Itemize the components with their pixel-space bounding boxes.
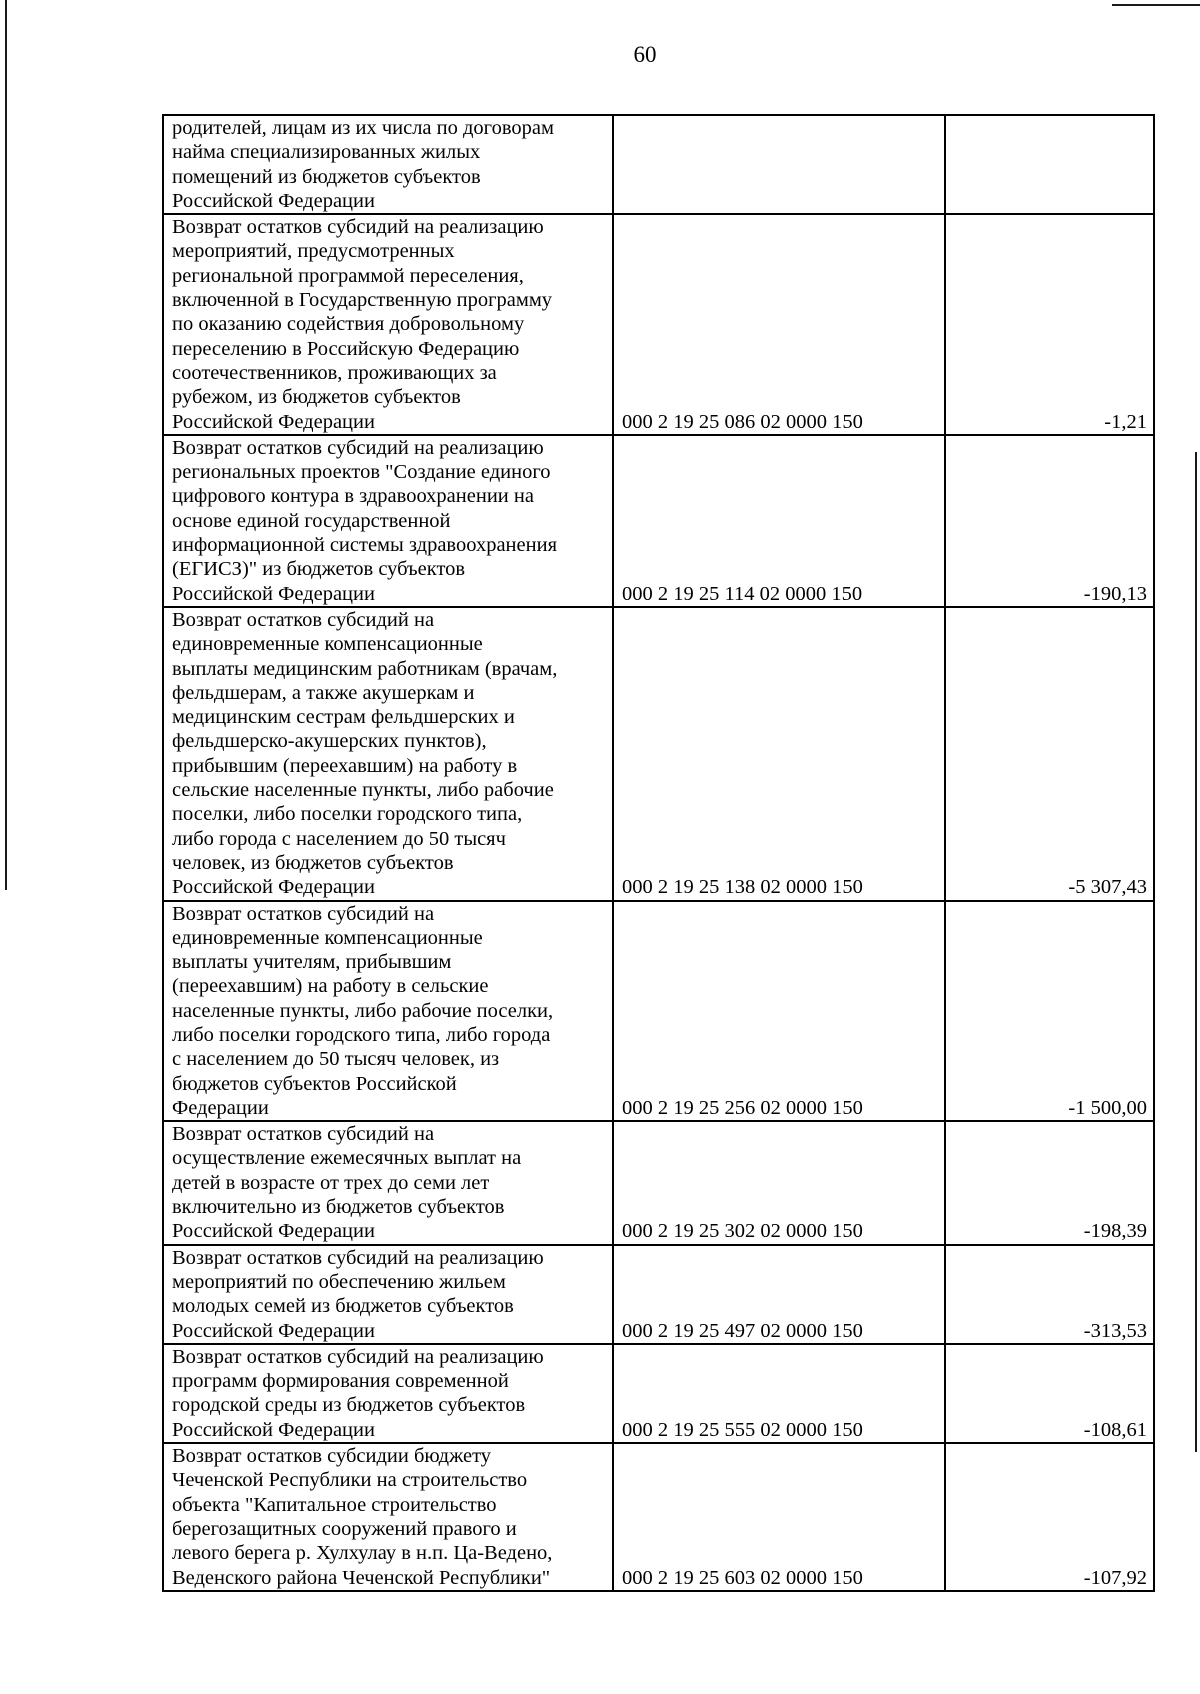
row-value: -5 307,43 xyxy=(945,607,1154,901)
scan-edge-right xyxy=(1195,452,1197,1452)
table-row xyxy=(163,1344,1154,1443)
table-row xyxy=(163,607,1154,901)
scan-edge-top xyxy=(1112,4,1200,6)
row-value: -108,61 xyxy=(945,1344,1154,1443)
row-description: Возврат остатков субсидий на единовременные компенсационные выплаты учителям, прибывшим (переехавшим) на работу в сельские населенные пункты, либо рабочие поселки, либо поселки городского типа, либо города с населением до 50 тысяч человек, из бюджетов субъектов Российской Федерации xyxy=(163,901,613,1122)
row-description: Возврат остатков субсидий на реализацию региональных проектов "Создание единого цифрового контура в здравоохранении на основе единой государственной информационной системы здравоохранения (ЕГИСЗ)" из бюджетов субъектов Российской Федерации xyxy=(163,435,613,607)
table-row xyxy=(163,901,1154,1122)
table-row xyxy=(163,214,1154,435)
row-value: -1 500,00 xyxy=(945,901,1154,1122)
row-code: 000 2 19 25 138 02 0000 150 xyxy=(613,607,945,901)
row-code: 000 2 19 25 086 02 0000 150 xyxy=(613,214,945,435)
budget-table xyxy=(162,114,1155,1592)
row-description: Возврат остатков субсидий на реализацию мероприятий по обеспечению жильем молодых семей из бюджетов субъектов Российской Федерации xyxy=(163,1245,613,1344)
row-value: -107,92 xyxy=(945,1443,1154,1591)
row-value: -1,21 xyxy=(945,214,1154,435)
table-row xyxy=(163,1121,1154,1244)
row-code: 000 2 19 25 256 02 0000 150 xyxy=(613,901,945,1122)
row-code: 000 2 19 25 114 02 0000 150 xyxy=(613,435,945,607)
row-description: Возврат остатков субсидий на реализацию программ формирования современной городской среды из бюджетов субъектов Российской Федерации xyxy=(163,1344,613,1443)
row-description: Возврат остатков субсидий на единовременные компенсационные выплаты медицинским работникам (врачам, фельдшерам, а также акушеркам и медицинским сестрам фельдшерских и фельдшерско-акушерских пунктов), прибывшим (переехавшим) на работу в сельские населенные пункты, либо рабочие поселки, либо поселки городского типа, либо города с населением до 50 тысяч человек, из бюджетов субъектов Российской Федерации xyxy=(163,607,613,901)
row-value: -190,13 xyxy=(945,435,1154,607)
table-row xyxy=(163,1245,1154,1344)
row-value: -313,53 xyxy=(945,1245,1154,1344)
row-code xyxy=(613,115,945,214)
row-code: 000 2 19 25 497 02 0000 150 xyxy=(613,1245,945,1344)
row-description: Возврат остатков субсидий на реализацию мероприятий, предусмотренных региональной программой переселения, включенной в Государственную программу по оказанию содействия добровольному переселению в Российскую Федерацию соотечественников, проживающих за рубежом, из бюджетов субъектов Российской Федерации xyxy=(163,214,613,435)
row-description: Возврат остатков субсидии бюджету Чеченской Республики на строительство объекта "Капитальное строительство берегозащитных сооружений правого и левого берега р. Хулхулау в н.п. Ца-Ведено, Веденского района Чеченской Республики" xyxy=(163,1443,613,1591)
row-code: 000 2 19 25 555 02 0000 150 xyxy=(613,1344,945,1443)
scan-edge-left xyxy=(5,0,7,890)
page-number: 60 xyxy=(633,42,657,67)
table-row xyxy=(163,435,1154,607)
row-value: -198,39 xyxy=(945,1121,1154,1244)
row-value xyxy=(945,115,1154,214)
row-description: Возврат остатков субсидий на осуществление ежемесячных выплат на детей в возрасте от трех до семи лет включительно из бюджетов субъектов Российской Федерации xyxy=(163,1121,613,1244)
row-description: родителей, лицам из их числа по договорам найма специализированных жилых помещений из бюджетов субъектов Российской Федерации xyxy=(163,115,613,214)
budget-table-body xyxy=(163,115,1154,1591)
table-row xyxy=(163,1443,1154,1591)
row-code: 000 2 19 25 603 02 0000 150 xyxy=(613,1443,945,1591)
table-row xyxy=(163,115,1154,214)
row-code: 000 2 19 25 302 02 0000 150 xyxy=(613,1121,945,1244)
